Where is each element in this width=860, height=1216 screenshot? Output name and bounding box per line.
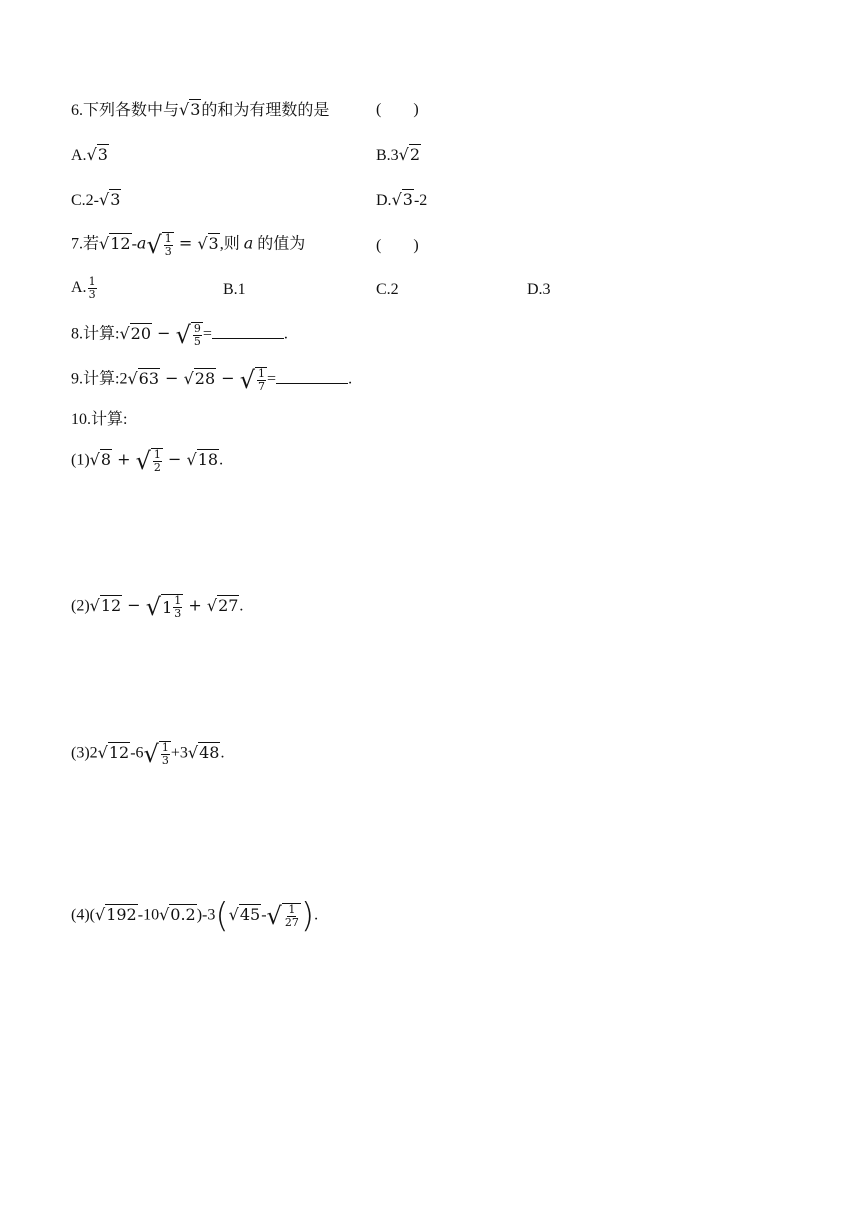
sqrt-fraction: √ $\frac{1}{7}$ [239,366,266,394]
sqrt-expression: √12 [89,595,122,615]
sqrt-expression: √27 [206,595,239,615]
sqrt-fraction: √ $\frac{1}{27}$ [266,902,299,930]
sqrt-expression: √192 [94,904,137,924]
question-6-stem [71,100,329,121]
q7-option-c[interactable]: C.2 [376,281,399,298]
q10-part-3: (3)2√12-6 √ $\frac{1}{3}$ +3√48. [71,740,225,768]
sqrt-expression: √3 [391,190,413,209]
sqrt-expression: √0.2 [159,904,196,924]
sqrt-expression: √3 [99,190,121,209]
question-10-title: 10.计算: [71,411,128,428]
q6-option-c[interactable]: C.2-√3 [71,190,121,209]
sqrt-expression: √28 [183,368,216,388]
q7-option-b[interactable]: B.1 [223,281,246,298]
sqrt-expression: √3 [86,145,108,164]
question-9: 9.计算:2√63 − √28 − √ $\frac{1}{7}$ = . [71,366,353,394]
right-big-paren: ) [300,896,315,936]
sqrt-expression: √3 [179,100,201,119]
answer-blank[interactable] [212,324,284,339]
sqrt-expression: √63 [127,368,160,388]
sqrt-expression: √12 [97,742,130,762]
question-7-stem: 7.若√12-a √ $\frac{1}{3}$ = √3,则 a 的值为 [71,231,306,259]
sqrt-fraction: √ $\frac{1}{3}$ [143,740,169,768]
sqrt-expression: √2 [398,145,421,164]
sqrt-fraction: √ $\frac{1}{2}$ [135,447,161,475]
sqrt-expression: √20 [119,323,152,343]
sqrt-expression: √12 [99,233,131,253]
q7-option-a[interactable]: A. $\frac{1}{3}$ [71,275,96,301]
q6-option-a[interactable]: A.√3 [71,145,108,164]
q10-part-2: (2)√12 − √ 1 $\frac{1}{3}$ + √27. [71,593,244,621]
fraction: $\frac{1}{3}$ [88,275,96,301]
q10-part-4: (4)(√192-10√0.2)-3(√45- √ $\frac{1}{27}$ ). [71,896,319,936]
q6-prefix: 6.下列各数中与 [71,102,180,119]
question-8: 8.计算:√20 − √ $\frac{9}{5}$ = . [71,321,288,349]
sqrt-fraction: √ $\frac{9}{5}$ [175,321,201,349]
q6-option-d[interactable]: D.√3-2 [376,190,428,209]
sqrt-expression: √8 [89,449,112,469]
q10-part-1: (1)√8 + √ $\frac{1}{2}$ − √18. [71,447,224,475]
sqrt-mixed-number: √ 1 $\frac{1}{3}$ [145,593,182,621]
sqrt-expression: √48 [187,742,220,762]
sqrt-expression: √3 [197,233,219,253]
sqrt-expression: √45 [228,904,261,924]
q7-option-d[interactable]: D.3 [527,281,551,298]
q6-suffix: 的和为有理数的是 [201,102,330,119]
q7-answer-paren: ( ) [376,237,419,254]
left-big-paren: ( [215,896,229,936]
sqrt-fraction: √ $\frac{1}{3}$ [146,231,172,259]
answer-blank[interactable] [276,369,348,384]
q6-answer-paren: ( ) [376,101,419,118]
sqrt-expression: √18 [186,449,219,469]
q6-option-b[interactable]: B.3√2 [376,145,421,164]
